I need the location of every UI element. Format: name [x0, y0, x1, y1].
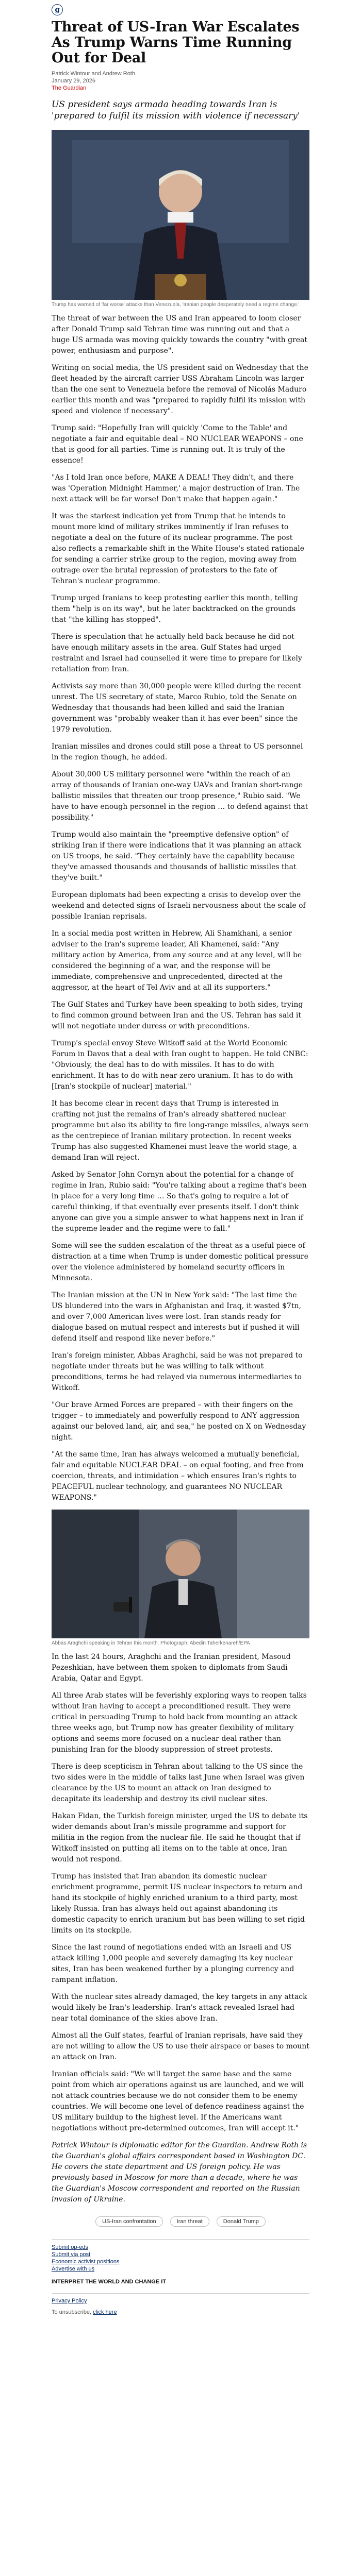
paragraph: Writing on social media, the US president said on Wednesday that the fleet headed by the aircraft carrier USS Abraham Lincoln was larger than the one sent to Venezuela before the removal of Nicolás Maduro earlier this month and was "prepared to rapidly fulfil its mission with speed and violence if necessary".	[52, 364, 308, 415]
main-photo-illustration	[52, 130, 309, 300]
byline-source: The Guardian	[52, 85, 87, 91]
paragraph: In a social media post written in Hebrew, Ali Shamkhani, a senior adviser to the Iran's supreme leader, Ali Khamenei, said: "Any military action by America, from any source and at any level, will be considered the beginning of a war, and the response will be immediate, comprehensive and unprecedented, directed at the aggressor, at the heart of Tel Aviv and at all its supporters."	[52, 929, 302, 992]
paragraph: "As I told Iran once before, MAKE A DEAL! They didn't, and there was 'Operation Midnight Hammer,' a major destruction of Iran. The next attack will be far worse! Don't make that happen again."	[52, 473, 300, 503]
paragraph: Iran's foreign minister, Abbas Araghchi, said he was not prepared to negotiate under threats but he was willing to talk without preconditions, terms he had relayed via numerous intermediaries to Witkoff.	[52, 1351, 303, 1392]
paragraph: Asked by Senator John Cornyn about the potential for a change of regime in Iran, Rubio said: "You're talking about a regime that's been in place for a very long time … So that's going to require a lot of careful thinking, if that eventually ever presents itself. I don't think anyone can give you a simple answer to what happens next in Iran if the supreme leader and the regime were to fall."	[52, 1171, 307, 1233]
second-photo-illustration	[52, 1510, 309, 1638]
unsubscribe-line	[52, 2309, 309, 2315]
paragraph: There is speculation that he actually held back because he did not have enough military assets in the area. Gulf States had urged restraint and Israel had counselled it were time to prepare for likely retaliation from Iran.	[52, 633, 302, 673]
byline-authors: Patrick Wintour and Andrew Roth	[52, 71, 136, 77]
author-bio-text: Patrick Wintour is diplomatic editor for the Guardian. Andrew Roth is the Guardian's global affairs correspondent based in Washington DC. He covers the state department and US foreign policy. He was previously based in Moscow for more than a decade, where he was the Guardian's Moscow correspondent and reported on the Russian invasion of Ukraine.	[52, 2141, 307, 2204]
headline: Threat of US-Iran War Escalates As Trump Warns Time Running Out for Deal	[52, 19, 300, 66]
tag-list	[52, 2216, 309, 2227]
paragraph: In the last 24 hours, Araghchi and the Iranian president, Masoud Pezeshkian, have between them spoken to diplomats from Saudi Arabia, Qatar and Egypt.	[52, 1653, 291, 1683]
paragraph: Iranian missiles and drones could still pose a threat to US personnel in the region though, he added.	[52, 742, 303, 761]
footer-link-list	[52, 2244, 309, 2273]
standfirst: US president says armada heading towards Iran is 'prepared to fulfil its mission with violence if necessary'	[52, 99, 300, 121]
unsubscribe-link[interactable]: click here	[93, 2309, 117, 2315]
paragraph: All three Arab states will be feverishly exploring ways to reopen talks without Iran having to accept a preconditioned result. They were critical in persuading Trump to hold back from mounting an attack three weeks ago, but Trump now has greater flexibility of military options and seems more focused on a nuclear deal rather than punishing Iran for the bloody suppression of street protests.	[52, 1691, 307, 1754]
footer-link-advertise[interactable]: Advertise with us	[52, 2266, 95, 2272]
paragraph: European diplomats had been expecting a crisis to develop over the weekend and detected signs of Israeli nervousness about the scale of possible Iranian reprisals.	[52, 891, 306, 921]
paragraph: Some will see the sudden escalation of the threat as a useful piece of distraction at a time when Trump is under domestic political pressure over the violence administered by homeland security officers in Minnesota.	[52, 1242, 308, 1282]
paragraph: Trump has insisted that Iran abandon its domestic nuclear enrichment programme, permit US nuclear inspectors to return and hand its stockpile of highly enriched uranium to a third party, most likely Russia. Iran has always held out against abandoning its domestic capacity to enrich uranium but has been willing to set rigid limits on its stockpile.	[52, 1872, 305, 1935]
paragraph: It has become clear in recent days that Trump is interested in crafting not just the remains of Iran's already shattered nuclear programme but also its ability to fire long-range missiles, always seen as the centrepiece of Iranian military protection. In recent weeks Trump has also suggested Khamenei must leave the world stage, a demand Iran will reject.	[52, 1099, 309, 1162]
second-figure	[52, 1510, 309, 1647]
guardian-logo-icon: g	[52, 4, 63, 15]
paragraph: With the nuclear sites already damaged, the key targets in any attack would likely be Iran's leadership. Iran's attack revealed Israel had near total dominance of the skies above Iran.	[52, 1993, 307, 2023]
tag-iran-threat[interactable]: Iran threat	[170, 2216, 209, 2227]
paragraph: The threat of war between the US and Iran appeared to loom closer after Donald Trump said Tehran time was running out and that a huge US armada was moving quickly towards the country "with great power, enthusiasm and purpose".	[52, 314, 308, 355]
paragraph: About 30,000 US military personnel were "within the reach of an array of thousands of Iranian one-way UAVs and Iranian short-range ballistic missiles that threaten our troop presence," Rubio said. "We have to have enough personnel in the region … to defend against that possibility."	[52, 770, 308, 822]
footer-link-submit-via-post[interactable]: Submit via post	[52, 2251, 91, 2258]
byline-date: January 29, 2026	[52, 78, 96, 84]
paragraph: Trump said: "Hopefully Iran will quickly 'Come to the Table' and negotiate a fair and equitable deal – NO NUCLEAR WEAPONS – one that is good for all parties. Time is running out. It is truly of the essence!	[52, 424, 303, 465]
paragraph: There is deep scepticism in Tehran about talking to the US since the two sides were in the middle of talks last June when Israel was given clearance by the US to mount an attack on Iran designed to decapitate its leadership and destroy its civil nuclear sites.	[52, 1762, 305, 1803]
divider	[52, 2239, 309, 2240]
byline	[52, 70, 309, 92]
main-figure	[52, 130, 309, 308]
tag-us-iran[interactable]: US-Iran confrontation	[95, 2216, 163, 2227]
logo-row	[52, 4, 309, 18]
paragraph: Almost all the Gulf states, fearful of Iranian reprisals, have said they are not willing to allow the US to use their airspace or bases to mount an attack on Iran.	[52, 2031, 309, 2061]
paragraph: Trump would also maintain the "preemptive defensive option" of striking Iran if there were indications that it was planning an attack on US troops, he said. "They certainly have the capability because they've amassed thousands and thousands of ballistic missiles that they've built."	[52, 831, 302, 882]
article	[52, 0, 309, 2285]
newsletter-label: INTERPRET THE WORLD AND CHANGE IT	[52, 2279, 167, 2285]
article-body-1	[52, 313, 309, 735]
author-bio	[52, 2140, 309, 2205]
second-photo	[52, 1510, 309, 1638]
tag-donald-trump[interactable]: Donald Trump	[217, 2216, 266, 2227]
paragraph: The Gulf States and Turkey have been speaking to both sides, trying to find common ground between Iran and the US. Tehran has said it will not negotiate under duress or with preconditions.	[52, 1001, 303, 1030]
article-body-2	[52, 741, 309, 1503]
footer-divider	[52, 2293, 309, 2294]
paragraph: Since the last round of negotiations ended with an Israeli and US attack killing 1,000 people and severely damaging its key nuclear sites, Iran has been weakened further by a plunging currency and rampant inflation.	[52, 1943, 294, 1984]
paragraph: Trump's special envoy Steve Witkoff said at the World Economic Forum in Davos that a deal with Iran ought to happen. He told CNBC: "Obviously, the deal has to do with missiles. It has to do with enrichment. It has to do with near-zero uranium. It has to do with [Iran's stockpile of nuclear] material."	[52, 1039, 308, 1091]
paragraph: It was the starkest indication yet from Trump that he intends to mount more kind of military strikes imminently if Iran refuses to negotiate a deal on the future of its nuclear programme. The post also reflects a remarkable shift in the White House's stated rationale for sending a carrier strike group to the region, moving away from outrage over the brutal repression of protesters to the fate of Tehran's nuclear programme.	[52, 512, 304, 585]
paragraph: Activists say more than 30,000 people were killed during the recent unrest. The US secretary of state, Marco Rubio, told the Senate on Wednesday that thousands had been killed and said the Iranian government was "probably weaker than it has ever been" since the 1979 revolution.	[52, 682, 301, 734]
paragraph: "Our brave Armed Forces are prepared – with their fingers on the trigger – to immediately and powerfully respond to ANY aggression against our beloved land, air, and sea," he posted on X on Wednesday night.	[52, 1401, 306, 1442]
footer	[52, 2293, 309, 2328]
paragraph: Iranian officials said: "We will target the same base and the same point from which air operations against us are launched, and we will not attack countries because we do not consider them to be enemy countries. We will become one level of defence readiness against the US military buildup to the highest level. If the Americans want negotiations without pre-determined outcomes, Iran will accept it."	[52, 2070, 304, 2132]
paragraph: "At the same time, Iran has always welcomed a mutually beneficial, fair and equitable NUCLEAR DEAL – on equal footing, and free from coercion, threats, and intimidation – which ensures Iran's rights to PEACEFUL nuclear technology, and guarantees NO NUCLEAR WEAPONS."	[52, 1450, 304, 1502]
main-photo	[52, 130, 309, 300]
paragraph: Trump urged Iranians to keep protesting earlier this month, telling them "help is on its way", but he later backtracked on the grounds that "the killing has stopped".	[52, 594, 298, 624]
main-photo-caption: Trump has warned of 'far worse' attacks than Venezuela, 'Iranian people desperately need a regime change.'	[52, 302, 300, 308]
paragraph: Hakan Fidan, the Turkish foreign minister, urged the US to debate its wider demands about Iran's missile programme and support for militia in the region from the nuclear file. He said he thought that if Witkoff insisted on putting all items on to the table at once, Iran would not respond.	[52, 1812, 308, 1863]
footer-link-submit-op-eds[interactable]: Submit op-eds	[52, 2244, 88, 2250]
article-body-3	[52, 1652, 309, 2205]
second-photo-caption: Abbas Araghchi speaking in Tehran this month. Photograph: Abedin Taherkenareh/EPA	[52, 1640, 250, 1646]
unsubscribe-prefix: To unsubscribe,	[52, 2309, 93, 2315]
footer-link-activist-positions[interactable]: Economic activist positions	[52, 2259, 120, 2265]
paragraph: The Iranian mission at the UN in New York said: "The last time the US blundered into the wars in Afghanistan and Iraq, it wasted $7tn, and over 7,000 American lives were lost. Iran stands ready for dialogue based on mutual respect and interests but if pushed it will defend itself and respond like never before."	[52, 1291, 301, 1343]
privacy-policy-link[interactable]: Privacy Policy	[52, 2298, 87, 2304]
